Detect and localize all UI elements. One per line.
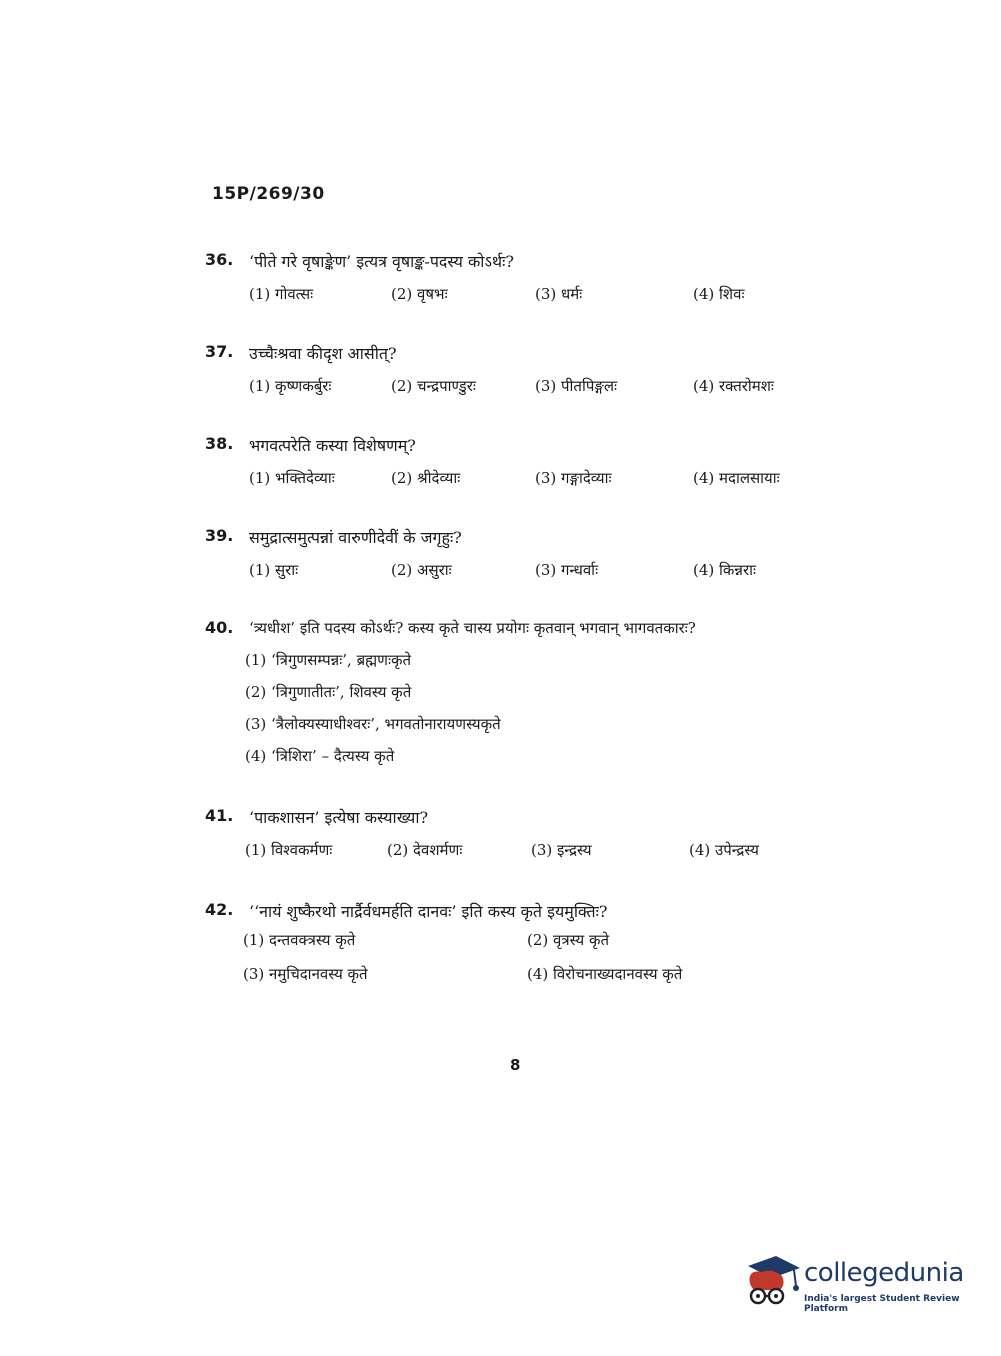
logo-tagline: India's largest Student Review Platform <box>804 1294 960 1314</box>
option-3: (3) इन्द्रस्य <box>531 841 592 859</box>
option-3: (3) पीतपिङ्गलः <box>535 377 618 395</box>
option-3: (3) धर्मः <box>535 285 583 303</box>
option-2: (2) श्रीदेव्याः <box>391 469 461 487</box>
question-41 <box>205 806 845 872</box>
option-4: (4) रक्तरोमशः <box>693 377 774 395</box>
question-number: 36. <box>205 250 234 269</box>
option-3: (3) गन्धर्वाः <box>535 561 599 579</box>
question-text: ‘पाकशासन’ इत्येषा कस्याख्या? <box>249 808 429 827</box>
option-2: (2) वृषभः <box>391 285 448 303</box>
question-38 <box>205 434 845 500</box>
page-number: 8 <box>510 1056 521 1074</box>
option-3: (3) नमुचिदानवस्य कृते <box>243 965 368 983</box>
question-text: समुद्रात्समुत्पन्नां वारुणीदेवीं के जगृहुः? <box>249 528 462 547</box>
question-number: 38. <box>205 434 234 453</box>
option-4: (4) विरोचनाख्यदानवस्य कृते <box>527 965 683 983</box>
option-2: (2) देवशर्मणः <box>387 841 463 859</box>
question-number: 39. <box>205 526 234 545</box>
question-37 <box>205 342 845 408</box>
question-text: ‘त्र्यधीश’ इति पदस्य कोऽर्थः? कस्य कृते चास्य प्रयोगः कृतवान् भगवान् भागवतकारः? <box>249 619 696 637</box>
option-3: (3) ‘त्रैलोक्यस्याधीश्वरः’, भगवतोनारायणस्यकृते <box>245 715 501 733</box>
mascot-icon <box>742 1254 804 1314</box>
question-text: उच्चैःश्रवा कीदृश आसीत्? <box>249 344 397 363</box>
question-number: 42. <box>205 900 234 919</box>
option-1: (1) कृष्णकर्बुरः <box>249 377 332 395</box>
option-1: (1) भक्तिदेव्याः <box>249 469 335 487</box>
collegedunia-logo <box>742 1254 972 1314</box>
option-2: (2) ‘त्रिगुणातीतः’, शिवस्य कृते <box>245 683 412 701</box>
question-36 <box>205 250 845 316</box>
option-1: (1) विश्वकर्मणः <box>245 841 333 859</box>
question-number: 37. <box>205 342 234 361</box>
option-4: (4) उपेन्द्रस्य <box>689 841 759 859</box>
option-1: (1) सुराः <box>249 561 299 579</box>
question-text: ‘पीते गरे वृषाङ्केण’ इत्यत्र वृषाङ्क-पदस्य कोऽर्थः? <box>249 252 514 271</box>
option-1: (1) गोवत्सः <box>249 285 314 303</box>
option-4: (4) शिवः <box>693 285 745 303</box>
logo-brand: collegedunia <box>804 1258 964 1288</box>
option-2: (2) असुराः <box>391 561 452 579</box>
option-3: (3) गङ्गादेव्याः <box>535 469 612 487</box>
option-1: (1) दन्तवक्त्रस्य कृते <box>243 931 356 949</box>
paper-code: 15P/269/30 <box>212 184 325 204</box>
question-39 <box>205 526 845 592</box>
question-number: 41. <box>205 806 234 825</box>
option-4: (4) ‘त्रिशिरा’ – दैत्यस्य कृते <box>245 747 395 765</box>
question-42 <box>205 900 865 998</box>
question-text: ‘‘नायं शुष्कैरथो नार्द्रैर्वधमर्हति दानवः’ इति कस्य कृते इयमुक्तिः? <box>249 902 608 921</box>
option-4: (4) मदालसायाः <box>693 469 780 487</box>
option-2: (2) चन्द्रपाण्डुरः <box>391 377 476 395</box>
question-text: भगवत्परेति कस्या विशेषणम्? <box>249 436 416 455</box>
option-4: (4) किन्नराः <box>693 561 757 579</box>
question-40 <box>205 618 885 778</box>
question-number: 40. <box>205 618 234 637</box>
option-2: (2) वृत्रस्य कृते <box>527 931 610 949</box>
option-1: (1) ‘त्रिगुणसम्पन्नः’, ब्रह्मणःकृते <box>245 651 412 669</box>
